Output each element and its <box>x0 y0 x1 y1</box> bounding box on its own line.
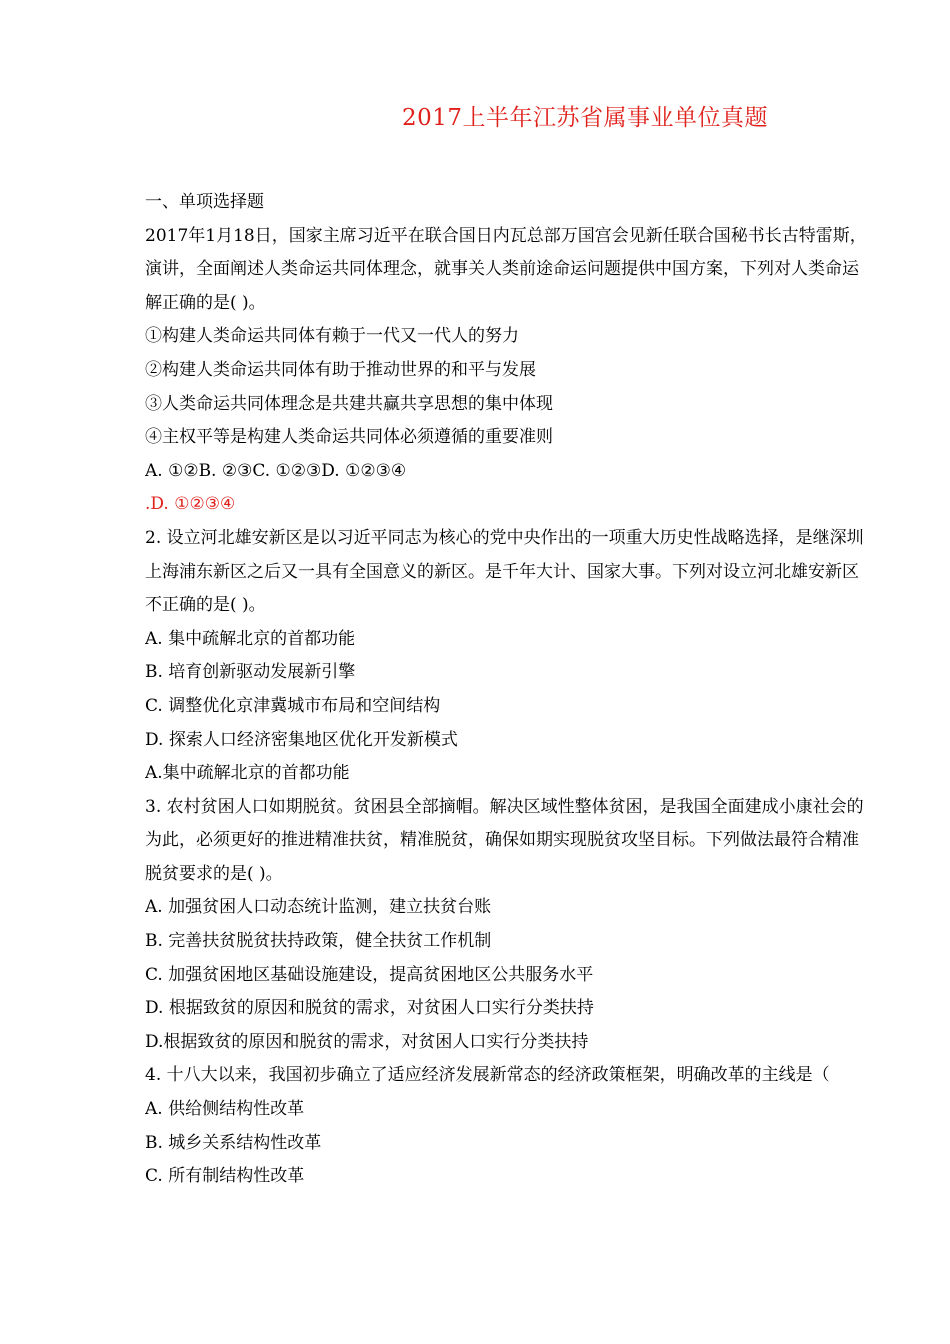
q1-statement-4: ④主权平等是构建人类命运共同体必须遵循的重要准则 <box>145 427 553 448</box>
q4-option-a: A. 供给侧结构性改革 <box>145 1099 305 1120</box>
q3-stem-line-2: 为此，必须更好的推进精准扶贫，精准脱贫，确保如期实现脱贫攻坚目标。下列做法最符合精准 <box>145 830 859 851</box>
q3-option-c: C. 加强贫困地区基础设施建设，提高贫困地区公共服务水平 <box>145 964 594 985</box>
q1-statement-1: ①构建人类命运共同体有赖于一代又一代人的努力 <box>145 326 519 347</box>
q4-option-c: C. 所有制结构性改革 <box>145 1166 305 1187</box>
document-title: 2017上半年江苏省属事业单位真题 <box>402 105 769 131</box>
q4-option-b: B. 城乡关系结构性改革 <box>145 1132 322 1153</box>
q1-statement-2: ②构建人类命运共同体有助于推动世界的和平与发展 <box>145 359 536 380</box>
q1-statement-3: ③人类命运共同体理念是共建共赢共享思想的集中体现 <box>145 393 553 414</box>
q1-options: A. ①②B. ②③C. ①②③D. ①②③④ <box>145 460 407 481</box>
document-body <box>145 186 950 1194</box>
q1-answer: .D. ①②③④ <box>145 494 236 515</box>
q3-stem-line-1: 3. 农村贫困人口如期脱贫。贫困县全部摘帽。解决区域性整体贫困，是我国全面建成小康社会的 <box>145 796 864 817</box>
q2-stem-line-1: 2. 设立河北雄安新区是以习近平同志为核心的党中央作出的一项重大历史性战略选择，是继深圳 <box>145 527 864 548</box>
q3-option-b: B. 完善扶贫脱贫扶持政策，健全扶贫工作机制 <box>145 931 492 952</box>
q3-answer: D.根据致贫的原因和脱贫的需求，对贫困人口实行分类扶持 <box>145 1031 589 1052</box>
q3-option-d: D. 根据致贫的原因和脱贫的需求，对贫困人口实行分类扶持 <box>145 998 594 1019</box>
q3-option-a: A. 加强贫困人口动态统计监测，建立扶贫台账 <box>145 897 492 918</box>
q2-option-c: C. 调整优化京津冀城市布局和空间结构 <box>145 695 441 716</box>
q2-answer: A.集中疏解北京的首都功能 <box>145 763 350 784</box>
q1-stem-line-2: 演讲，全面阐述人类命运共同体理念，就事关人类前途命运问题提供中国方案，下列对人类命运 <box>145 259 859 280</box>
q2-stem-line-3: 不正确的是( )。 <box>145 595 266 616</box>
q2-option-b: B. 培育创新驱动发展新引擎 <box>145 662 356 683</box>
q4-stem: 4. 十八大以来，我国初步确立了适应经济发展新常态的经济政策框架，明确改革的主线是（ <box>145 1065 830 1086</box>
q2-option-d: D. 探索人口经济密集地区优化开发新模式 <box>145 729 458 750</box>
q1-stem-line-3: 解正确的是( )。 <box>145 292 266 313</box>
q3-stem-line-3: 脱贫要求的是( )。 <box>145 863 283 884</box>
q1-stem-line-1: 2017年1月18日，国家主席习近平在联合国日内瓦总部万国宫会见新任联合国秘书长古特雷斯， <box>145 225 867 246</box>
section-heading: 一、单项选择题 <box>145 192 264 212</box>
q2-option-a: A. 集中疏解北京的首都功能 <box>145 628 356 649</box>
q2-stem-line-2: 上海浦东新区之后又一具有全国意义的新区。是千年大计、国家大事。下列对设立河北雄安新区 <box>145 561 859 582</box>
